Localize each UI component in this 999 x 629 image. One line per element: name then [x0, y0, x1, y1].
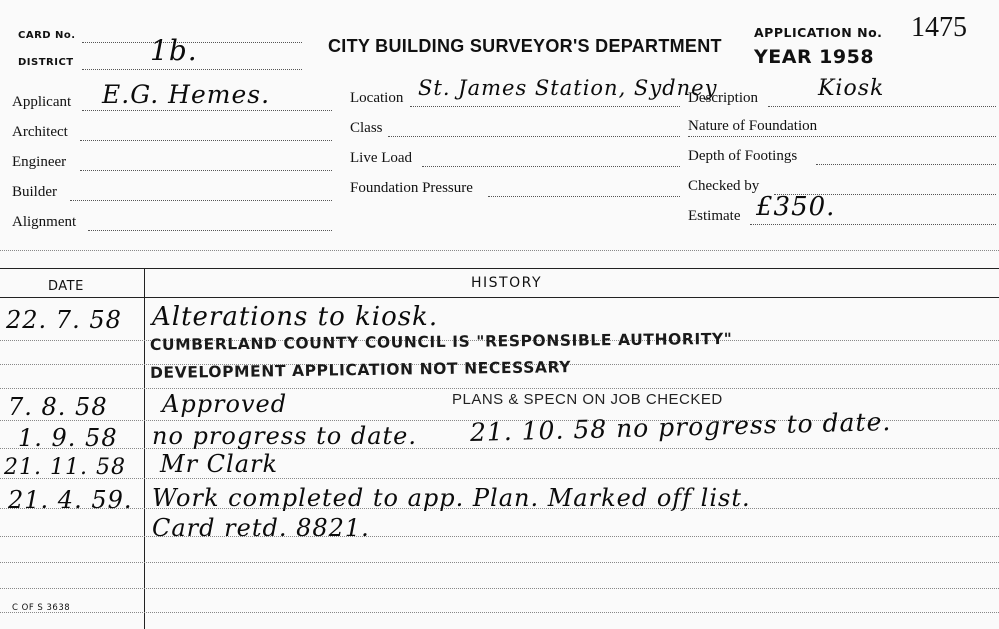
location-value: St. James Station, Sydney: [418, 76, 718, 100]
rule-6: [0, 478, 999, 479]
location-label: Location: [350, 90, 404, 106]
description-line: [768, 106, 996, 107]
district-line: [82, 69, 302, 70]
stamp-development-application: DEVELOPMENT APPLICATION NOT NECESSARY: [149, 358, 572, 382]
engineer-line: [80, 170, 332, 171]
rule-9: [0, 562, 999, 563]
history-header-rule: [0, 297, 999, 298]
foundation-pressure-label: Foundation Pressure: [350, 180, 473, 196]
history-text: Card retd. 8821.: [152, 514, 370, 542]
nature-line: [688, 136, 996, 137]
history-text-extra: 21. 10. 58 no progress to date.: [469, 406, 892, 447]
class-line: [388, 136, 680, 137]
date-column-header: DATE: [48, 279, 84, 294]
history-text: Mr Clark: [160, 450, 279, 478]
history-text: Alterations to kiosk.: [152, 302, 439, 332]
card-no-label: CARD No.: [18, 30, 76, 41]
rule-10: [0, 588, 999, 589]
application-no-label: APPLICATION No.: [754, 25, 883, 40]
rule-11: [0, 612, 999, 613]
builder-line: [70, 200, 332, 201]
depth-line: [816, 164, 996, 165]
live-load-line: [422, 166, 680, 167]
alignment-label: Alignment: [12, 214, 77, 230]
nature-of-foundation-label: Nature of Foundation: [688, 118, 818, 134]
district-label: DISTRICT: [18, 57, 74, 68]
history-text: Work completed to app. Plan. Marked off list.: [152, 484, 751, 512]
separator-line: [0, 250, 999, 251]
estimate-line: [750, 224, 996, 225]
year-label: YEAR 1958: [754, 46, 875, 68]
location-line: [410, 106, 680, 107]
architect-line: [80, 140, 332, 141]
live-load-label: Live Load: [350, 150, 413, 166]
district-value: 1b.: [150, 34, 198, 67]
description-value: Kiosk: [818, 76, 885, 101]
depth-of-footings-label: Depth of Footings: [688, 148, 798, 164]
history-date: 1. 9. 58: [18, 424, 118, 452]
description-label: Description: [688, 90, 758, 106]
engineer-label: Engineer: [12, 154, 67, 170]
applicant-line: [82, 110, 332, 111]
rule-5: [0, 448, 999, 449]
history-date: 7. 8. 58: [8, 393, 108, 421]
estimate-value: £350.: [756, 192, 836, 222]
builder-label: Builder: [12, 184, 57, 200]
form-number: C OF S 3638: [12, 603, 71, 613]
architect-label: Architect: [12, 124, 68, 140]
stamp-responsible-authority: CUMBERLAND COUNTY COUNCIL IS "RESPONSIBLE AUTHORITY": [149, 329, 733, 354]
history-top-rule: [0, 268, 999, 269]
class-label: Class: [350, 120, 383, 136]
checked-by-label: Checked by: [688, 178, 760, 194]
department-title: CITY BUILDING SURVEYOR'S DEPARTMENT: [328, 36, 722, 56]
history-text: no progress to date.: [152, 422, 417, 450]
history-text: Approved: [162, 390, 288, 418]
rule-8: [0, 536, 999, 537]
history-date: 21. 11. 58: [4, 455, 126, 480]
history-date: 22. 7. 58: [6, 306, 122, 334]
foundation-pressure-line: [488, 196, 680, 197]
history-date: 21. 4. 59.: [8, 486, 133, 514]
history-column-header: HISTORY: [471, 275, 542, 291]
alignment-line: [88, 230, 332, 231]
rule-3: [0, 388, 999, 389]
applicant-label: Applicant: [12, 94, 72, 110]
applicant-value: E.G. Hemes.: [102, 80, 271, 109]
application-no: 1475: [911, 12, 967, 43]
estimate-label: Estimate: [688, 208, 741, 224]
stamp-plans-checked: PLANS & SPECN ON JOB CHECKED: [452, 391, 723, 408]
